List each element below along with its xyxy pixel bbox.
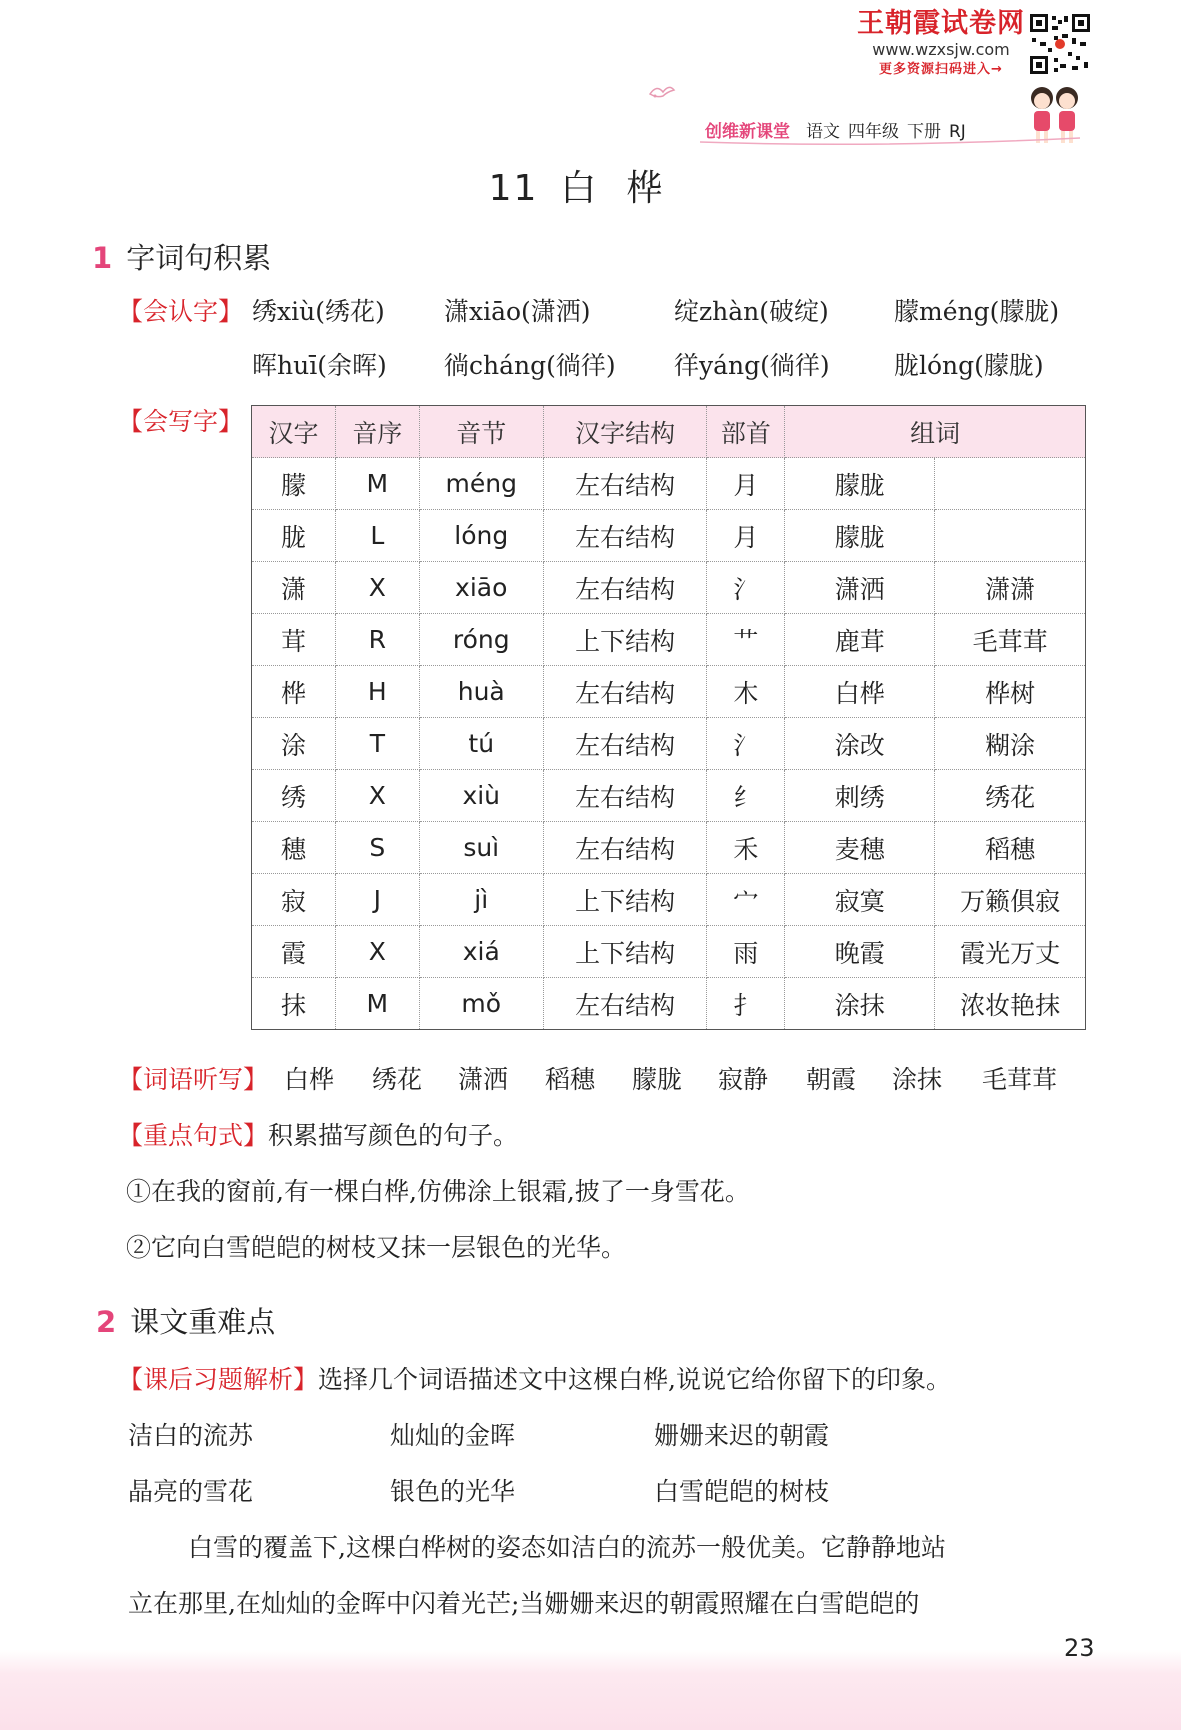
table-cell: 左右结构 xyxy=(543,770,707,822)
volume: 下册 xyxy=(907,122,941,142)
table-cell: 胧 xyxy=(252,510,336,562)
bird-icon xyxy=(647,80,677,102)
table-cell: 麦穗 xyxy=(785,822,935,874)
table-cell: 霞 xyxy=(252,926,336,978)
table-cell: 毛茸茸 xyxy=(935,614,1086,666)
table-cell: 朦 xyxy=(252,458,336,510)
table-cell: S xyxy=(335,822,419,874)
table-header-cell: 音序 xyxy=(335,406,419,458)
table-header-cell: 部首 xyxy=(707,406,785,458)
phrase-item: 银色的光华 xyxy=(390,1477,516,1506)
page-number: 23 xyxy=(1064,1634,1095,1662)
phrase-item: 姗姗来迟的朝霞 xyxy=(654,1421,830,1450)
dictation-word: 白桦 xyxy=(284,1065,335,1094)
dictation-word: 朦胧 xyxy=(632,1065,683,1094)
table-cell: 潇潇 xyxy=(935,562,1086,614)
table-cell: 上下结构 xyxy=(543,614,707,666)
page-title xyxy=(0,160,1181,211)
qr-code-icon[interactable] xyxy=(1028,12,1092,76)
table-cell: 木 xyxy=(707,666,785,718)
footer-band xyxy=(0,1650,1181,1730)
phrase-item: 晶亮的雪花 xyxy=(128,1477,254,1506)
table-cell: 左右结构 xyxy=(543,510,707,562)
lesson-number: 11 xyxy=(488,168,539,209)
table-cell: X xyxy=(335,926,419,978)
table-cell: suì xyxy=(419,822,543,874)
dictation-word: 潇洒 xyxy=(458,1065,509,1094)
table-cell: 宀 xyxy=(707,874,785,926)
brand-name: 王朝霞试卷网 xyxy=(857,8,1025,39)
exercise-tag: 【课后习题解析】 xyxy=(118,1365,319,1394)
table-cell: 左右结构 xyxy=(543,562,707,614)
table-row xyxy=(252,666,1086,718)
sentence-tag: 【重点句式】 xyxy=(118,1121,269,1150)
table-cell: 月 xyxy=(707,510,785,562)
table-cell: 桦 xyxy=(252,666,336,718)
dictation-word: 绣花 xyxy=(372,1065,423,1094)
table-cell: 鹿茸 xyxy=(785,614,935,666)
table-cell: 晚霞 xyxy=(785,926,935,978)
table-cell: 艹 xyxy=(707,614,785,666)
table-cell xyxy=(935,510,1086,562)
table-cell: tú xyxy=(419,718,543,770)
dictation-word: 稻穗 xyxy=(545,1065,596,1094)
table-cell: 雨 xyxy=(707,926,785,978)
table-cell: xiāo xyxy=(419,562,543,614)
table-cell: jì xyxy=(419,874,543,926)
table-cell: 禾 xyxy=(707,822,785,874)
table-cell: 涂 xyxy=(252,718,336,770)
recognize-item: 朦méng(朦胧) xyxy=(894,297,1060,326)
table-cell: L xyxy=(335,510,419,562)
dictation-word: 寂静 xyxy=(718,1065,769,1094)
table-cell: 桦树 xyxy=(935,666,1086,718)
table-row xyxy=(252,510,1086,562)
table-cell: 寂 xyxy=(252,874,336,926)
table-cell: 万籁俱寂 xyxy=(935,874,1086,926)
table-cell: 左右结构 xyxy=(543,718,707,770)
table-row xyxy=(252,874,1086,926)
table-cell: 稻穗 xyxy=(935,822,1086,874)
table-cell: 上下结构 xyxy=(543,874,707,926)
sentence-intro: 积累描写颜色的句子。 xyxy=(268,1121,519,1150)
example-sentence-1: ①在我的窗前,有一棵白桦,仿佛涂上银霜,披了一身雪花。 xyxy=(126,1177,750,1206)
table-header-cell: 汉字 xyxy=(252,406,336,458)
brand-more-link[interactable]: 更多资源扫码进入→ xyxy=(879,62,1003,77)
header-divider xyxy=(700,136,1080,150)
table-cell: 朦胧 xyxy=(785,510,935,562)
brand-block xyxy=(856,8,1026,80)
recognize-item: 徉yáng(徜徉) xyxy=(674,351,830,380)
lesson-title: 白桦 xyxy=(560,168,693,209)
answer-paragraph-line-2: 立在那里,在灿灿的金晖中闪着光芒;当姗姗来迟的朝霞照耀在白雪皑皑的 xyxy=(128,1589,920,1618)
table-header-cell: 组词 xyxy=(785,406,1086,458)
table-cell: R xyxy=(335,614,419,666)
sentence-pattern-line xyxy=(118,1116,518,1152)
phrase-item: 灿灿的金晖 xyxy=(390,1421,516,1450)
table-cell: 扌 xyxy=(707,978,785,1030)
table-cell xyxy=(935,458,1086,510)
table-header-row xyxy=(252,406,1086,458)
dictation-word: 涂抹 xyxy=(892,1065,943,1094)
table-cell: 绣花 xyxy=(935,770,1086,822)
section-2-heading: 2 课文重难点 xyxy=(96,1305,276,1339)
recognize-item: 潇xiāo(潇洒) xyxy=(444,297,591,326)
table-cell: 茸 xyxy=(252,614,336,666)
table-cell: 上下结构 xyxy=(543,926,707,978)
table-row xyxy=(252,770,1086,822)
table-cell: 氵 xyxy=(707,718,785,770)
table-cell: X xyxy=(335,562,419,614)
answer-paragraph-line-1: 白雪的覆盖下,这棵白桦树的姿态如洁白的流苏一般优美。它静静地站 xyxy=(188,1533,946,1562)
table-cell: 左右结构 xyxy=(543,822,707,874)
dictation-line xyxy=(118,1060,268,1096)
table-cell: 左右结构 xyxy=(543,666,707,718)
table-row xyxy=(252,614,1086,666)
dictation-tag: 【词语听写】 xyxy=(118,1065,269,1094)
table-cell: M xyxy=(335,458,419,510)
table-cell: méng xyxy=(419,458,543,510)
table-row xyxy=(252,926,1086,978)
recognize-item: 胧lóng(朦胧) xyxy=(894,351,1044,380)
table-cell: lóng xyxy=(419,510,543,562)
write-tag: 【会写字】 xyxy=(118,407,244,436)
table-row xyxy=(252,978,1086,1030)
table-header-cell: 音节 xyxy=(419,406,543,458)
table-cell: xiù xyxy=(419,770,543,822)
phrase-item: 白雪皑皑的树枝 xyxy=(654,1477,830,1506)
table-header-cell: 汉字结构 xyxy=(543,406,707,458)
table-row xyxy=(252,458,1086,510)
characters-table xyxy=(251,405,1086,1030)
table-cell: 绣 xyxy=(252,770,336,822)
table-cell: 糊涂 xyxy=(935,718,1086,770)
table-cell: 涂抹 xyxy=(785,978,935,1030)
edition: RJ xyxy=(949,122,966,142)
table-cell: 刺绣 xyxy=(785,770,935,822)
recognize-item: 徜cháng(徜徉) xyxy=(444,351,616,380)
table-cell: 寂寞 xyxy=(785,874,935,926)
recognize-item: 晖huī(余晖) xyxy=(252,351,387,380)
table-cell: 霞光万丈 xyxy=(935,926,1086,978)
table-cell: 浓妆艳抹 xyxy=(935,978,1086,1030)
table-cell: 白桦 xyxy=(785,666,935,718)
table-cell: 潇洒 xyxy=(785,562,935,614)
recognize-tag: 【会认字】 xyxy=(118,297,244,326)
brand-url[interactable]: www.wzxsjw.com xyxy=(872,40,1010,59)
table-cell: 纟 xyxy=(707,770,785,822)
table-cell: huà xyxy=(419,666,543,718)
course-name: 创维新课堂 xyxy=(705,122,790,142)
table-row xyxy=(252,562,1086,614)
grade: 四年级 xyxy=(848,122,899,142)
table-cell: róng xyxy=(419,614,543,666)
dictation-word: 朝霞 xyxy=(806,1065,857,1094)
table-cell: xiá xyxy=(419,926,543,978)
table-cell: 潇 xyxy=(252,562,336,614)
dictation-word: 毛茸茸 xyxy=(982,1065,1058,1094)
table-cell: 氵 xyxy=(707,562,785,614)
table-cell: 朦胧 xyxy=(785,458,935,510)
table-cell: 穗 xyxy=(252,822,336,874)
exercise-line xyxy=(118,1360,951,1396)
phrase-item: 洁白的流苏 xyxy=(128,1421,254,1450)
exercise-question: 选择几个词语描述文中这棵白桦,说说它给你留下的印象。 xyxy=(318,1365,951,1394)
example-sentence-2: ②它向白雪皑皑的树枝又抹一层银色的光华。 xyxy=(126,1233,627,1262)
table-row xyxy=(252,718,1086,770)
table-cell: 左右结构 xyxy=(543,458,707,510)
table-cell: X xyxy=(335,770,419,822)
table-cell: 月 xyxy=(707,458,785,510)
table-row xyxy=(252,822,1086,874)
recognize-item: 绣xiù(绣花) xyxy=(252,297,385,326)
table-cell: H xyxy=(335,666,419,718)
section-1-heading: 1 字词句积累 xyxy=(92,241,272,275)
recognize-item: 绽zhàn(破绽) xyxy=(674,297,829,326)
table-cell: 左右结构 xyxy=(543,978,707,1030)
table-cell: mǒ xyxy=(419,978,543,1030)
table-cell: 抹 xyxy=(252,978,336,1030)
table-cell: 涂改 xyxy=(785,718,935,770)
subject: 语文 xyxy=(806,122,840,142)
table-cell: T xyxy=(335,718,419,770)
table-cell: J xyxy=(335,874,419,926)
table-cell: M xyxy=(335,978,419,1030)
